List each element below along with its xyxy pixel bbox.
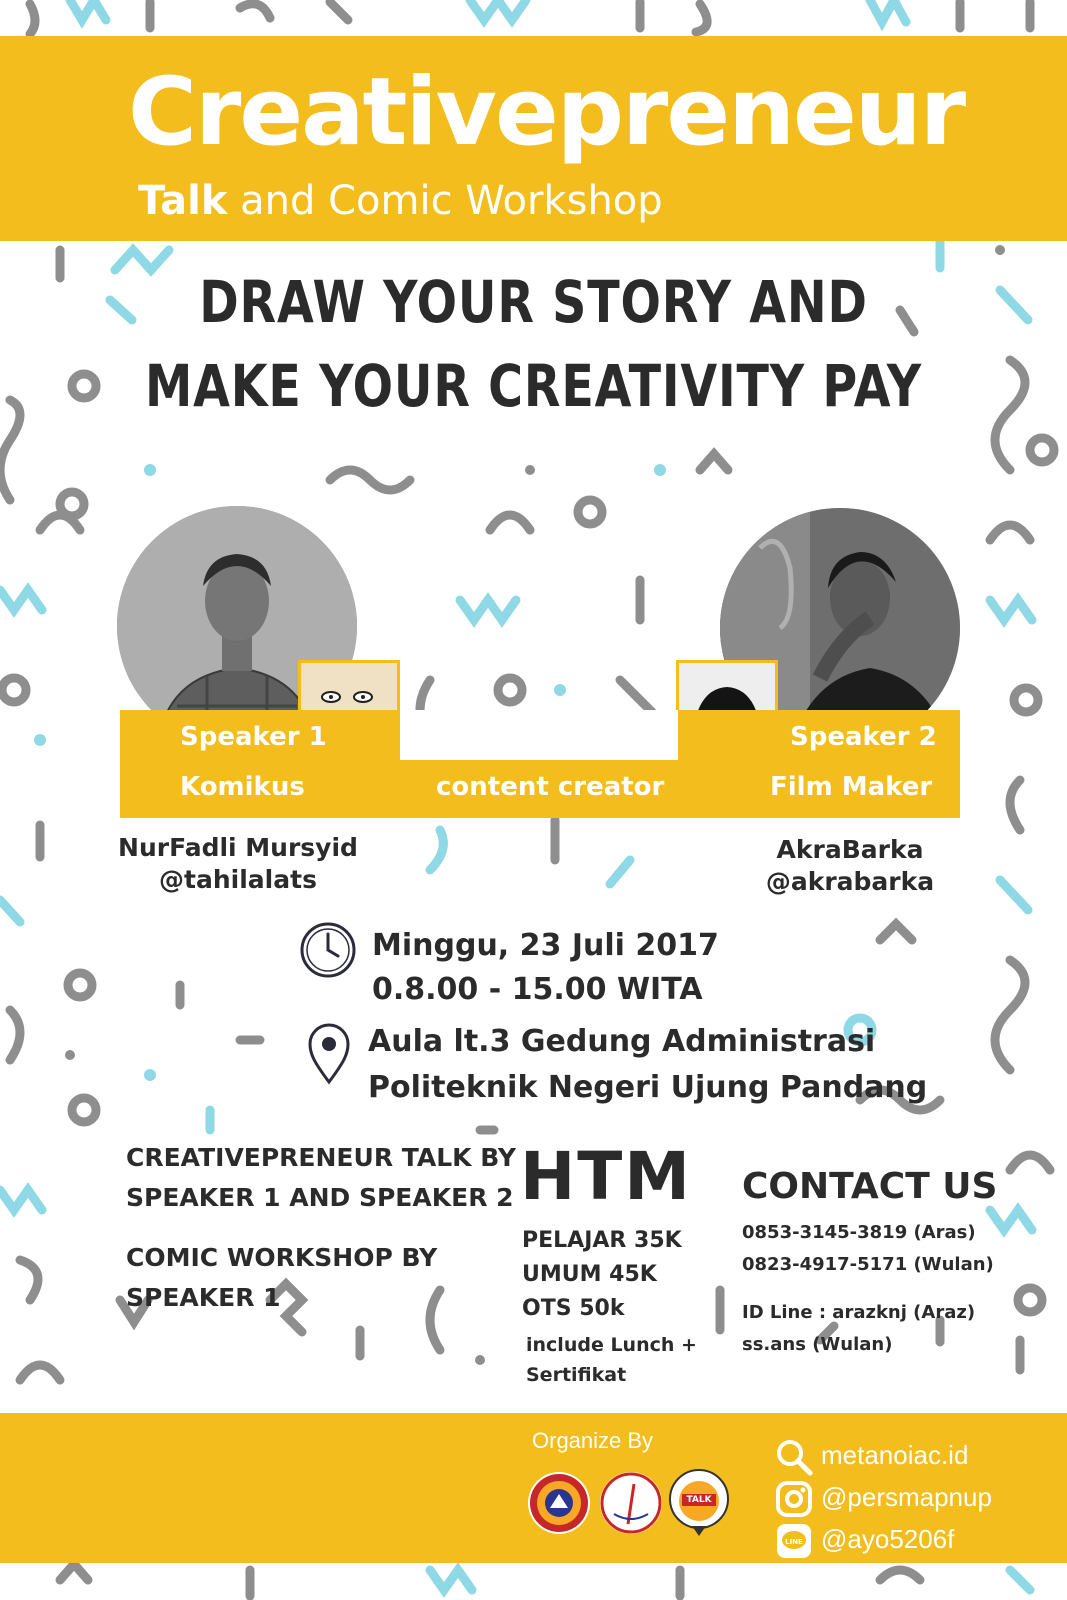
venue-line2: Politeknik Negeri Ujung Pandang	[368, 1070, 928, 1105]
organizer-logo-2	[600, 1472, 662, 1534]
speaker2-name	[740, 834, 960, 898]
website-text: metanoiac.id	[821, 1440, 969, 1470]
location-pin-icon	[306, 1022, 352, 1086]
speaker2-handle: @akrabarka	[765, 867, 935, 896]
venue-line1: Aula lt.3 Gedung Administrasi	[368, 1024, 876, 1059]
agenda-item1-line2: SPEAKER 1 AND SPEAKER 2	[126, 1183, 514, 1212]
organizer-logo-3-text: TALK	[686, 1495, 712, 1505]
contact-line2: ss.ans (Wulan)	[742, 1334, 893, 1355]
tagline-line1: DRAW YOUR STORY AND	[199, 268, 868, 336]
main-title: Creativepreneur	[128, 58, 965, 167]
agenda-item2-line2: SPEAKER 1	[126, 1283, 281, 1312]
agenda-item2-line1: COMIC WORKSHOP BY	[126, 1243, 438, 1272]
contact-phone2: 0823-4917-5171 (Wulan)	[742, 1254, 994, 1275]
instagram-text: @persmapnup	[821, 1482, 992, 1512]
speaker1-fullname: NurFadli Mursyid	[118, 833, 358, 862]
sub-title	[138, 178, 663, 224]
speaker-band-gap	[400, 710, 678, 760]
htm-title: HTM	[520, 1138, 692, 1215]
htm-ots: OTS 50k	[522, 1296, 625, 1321]
htm-include2: Sertifikat	[526, 1364, 627, 1386]
speaker2-role: Film Maker	[770, 772, 933, 802]
event-date: Minggu, 23 Juli 2017	[372, 928, 719, 963]
htm-include1: include Lunch +	[526, 1334, 697, 1356]
line-text: @ayo5206f	[821, 1524, 955, 1554]
instagram-icon	[775, 1480, 813, 1518]
organizer-logo-1	[528, 1472, 590, 1534]
shared-role: content creator	[436, 772, 665, 802]
speaker2-label: Speaker 2	[790, 722, 937, 752]
organizer-logo-3	[668, 1468, 730, 1530]
speaker1-handle: @tahilalats	[159, 865, 317, 894]
search-icon	[775, 1438, 813, 1476]
clock-icon	[298, 920, 358, 980]
sub-title-bold: Talk	[138, 178, 228, 224]
tagline-line2: MAKE YOUR CREATIVITY PAY	[144, 352, 923, 420]
speaker1-name	[118, 832, 358, 896]
speaker2-fullname: AkraBarka	[776, 835, 924, 864]
contact-phone1: 0853-3145-3819 (Aras)	[742, 1222, 976, 1243]
htm-pelajar: PELAJAR 35K	[522, 1228, 682, 1253]
contact-line1: ID Line : arazknj (Araz)	[742, 1302, 976, 1323]
htm-umum: UMUM 45K	[522, 1262, 657, 1287]
event-time: 0.8.00 - 15.00 WITA	[372, 972, 703, 1007]
agenda-item1-line1: CREATIVEPRENEUR TALK BY	[126, 1143, 517, 1172]
contact-title: CONTACT US	[742, 1166, 998, 1207]
organize-label: Organize By	[532, 1428, 654, 1453]
speaker1-label: Speaker 1	[180, 722, 327, 752]
sub-title-rest: and Comic Workshop	[227, 178, 663, 224]
speaker1-role: Komikus	[180, 772, 305, 802]
line-badge-text: LINE	[785, 1538, 803, 1546]
